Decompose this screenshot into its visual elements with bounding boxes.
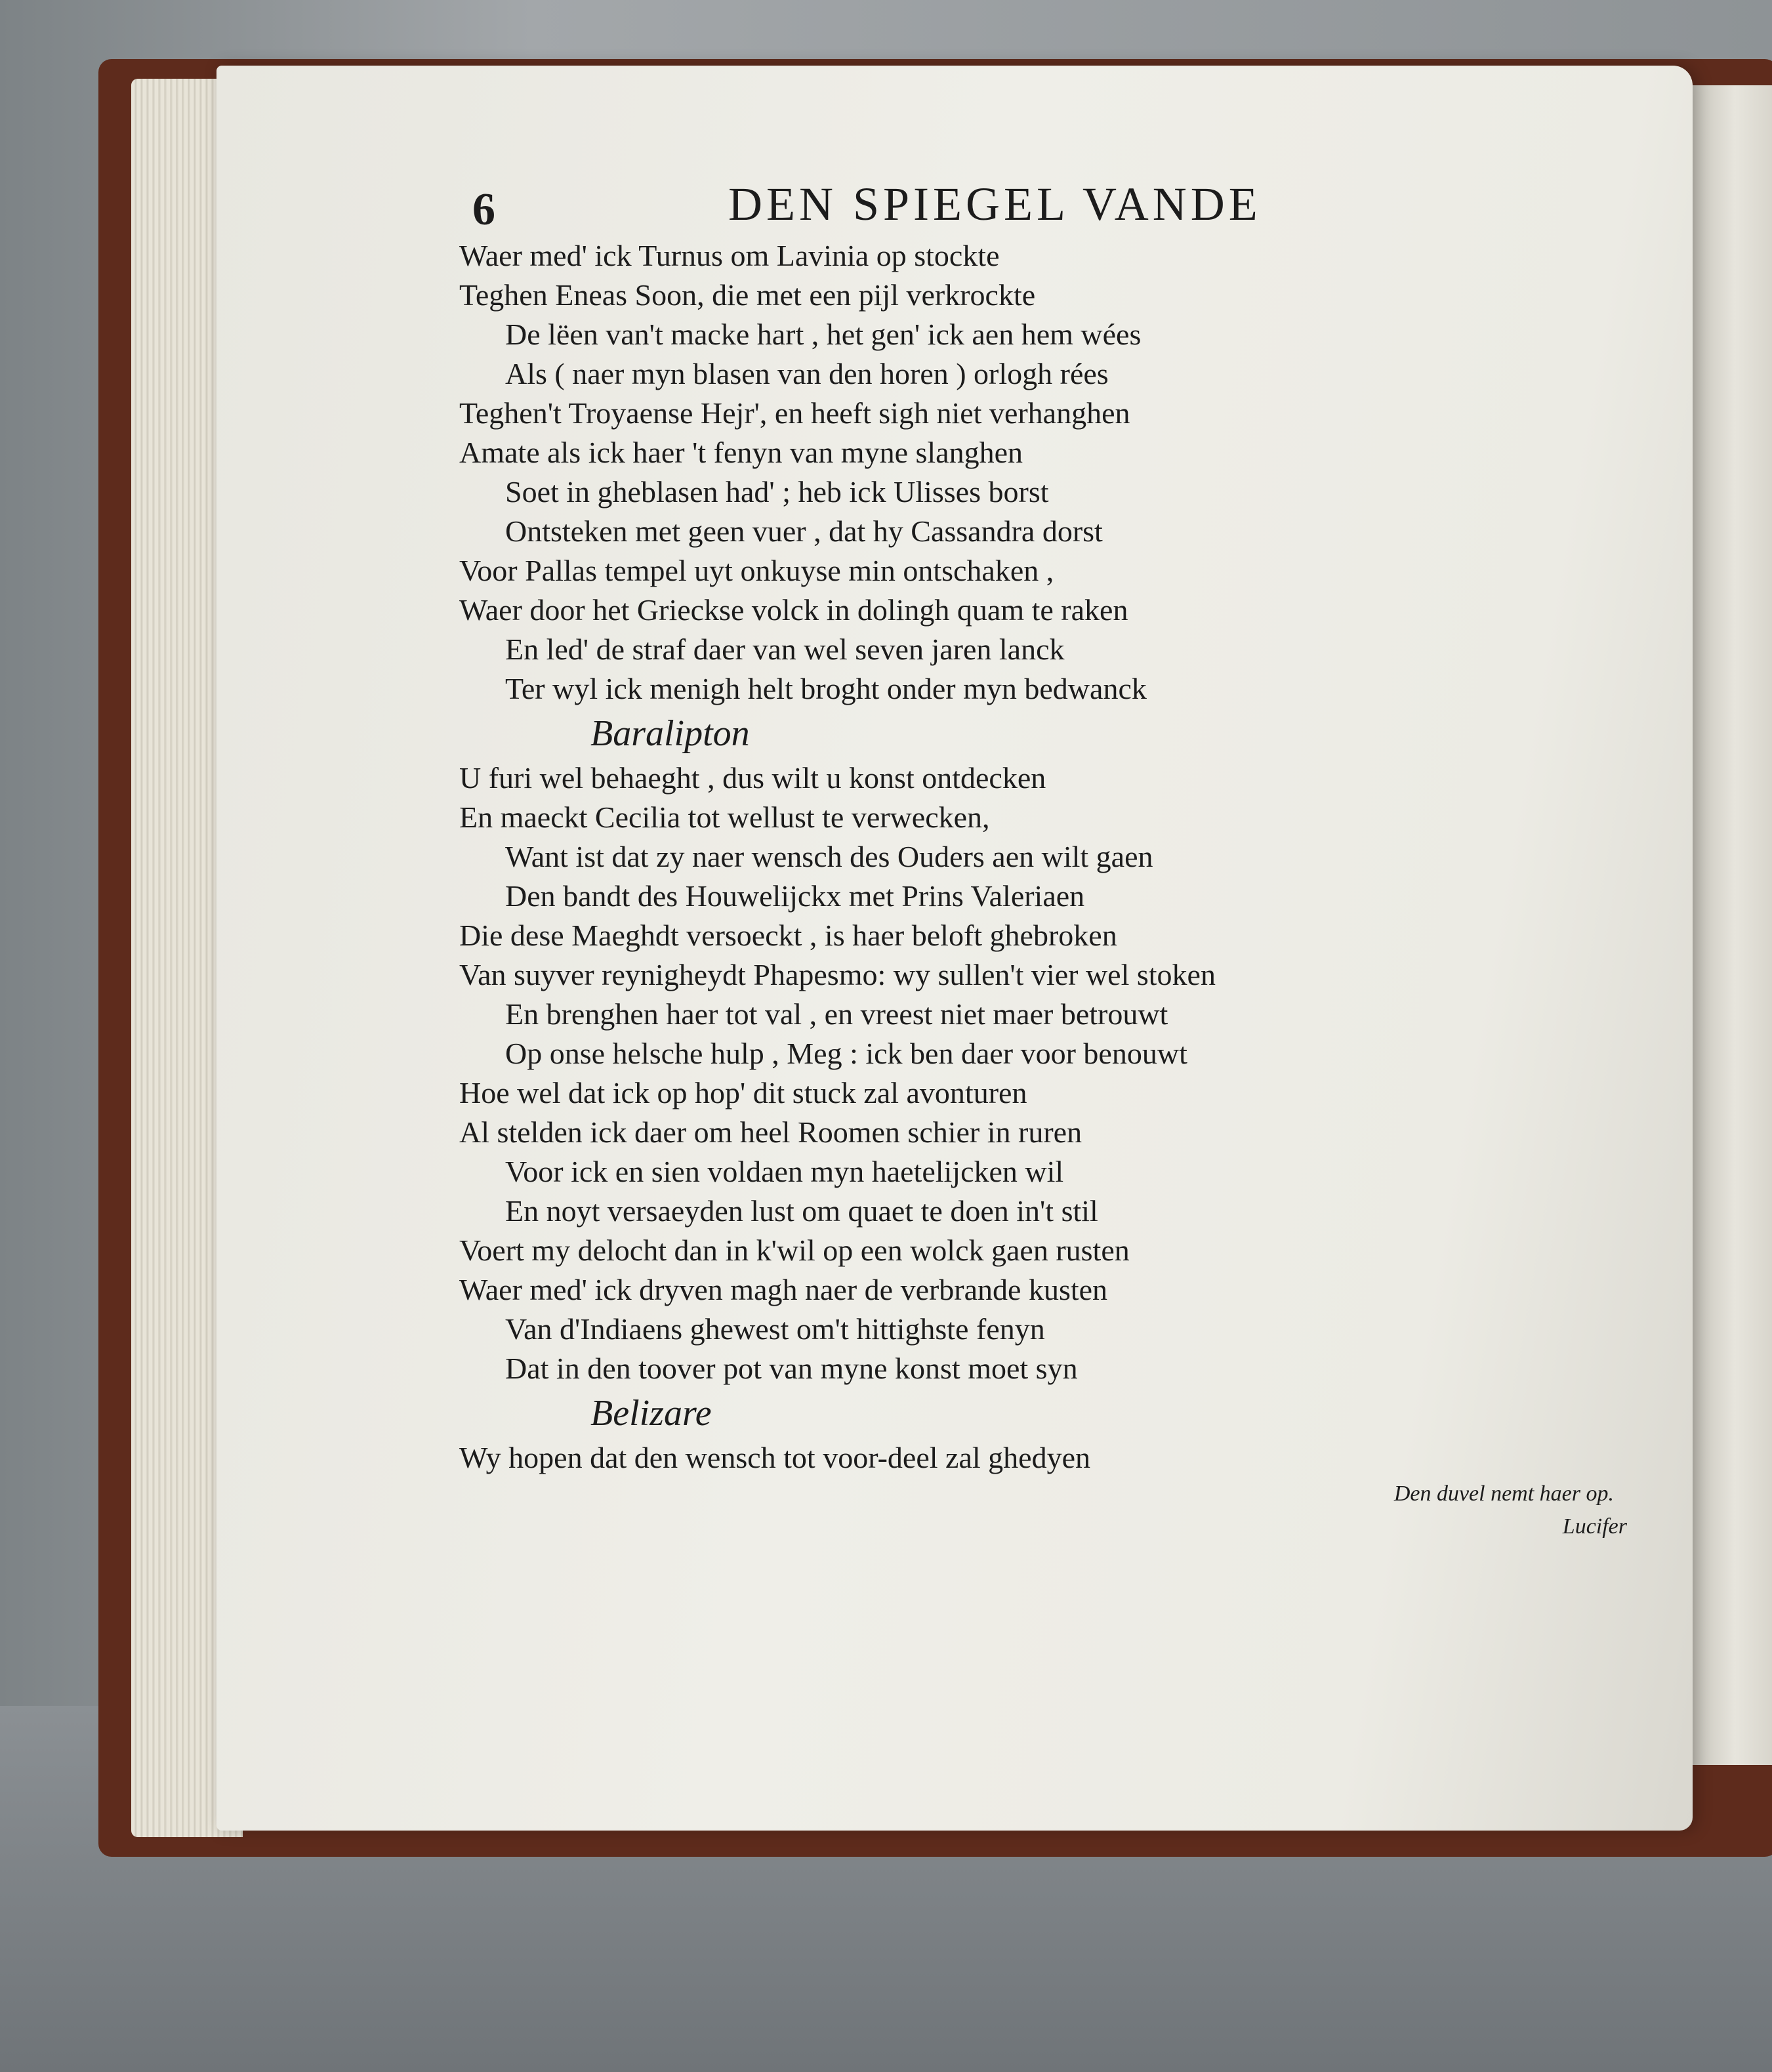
verse-line: Waer door het Grieckse volck in dolingh quam te raken bbox=[459, 593, 1128, 627]
verse-line: Dat in den toover pot van myne konst moet syn bbox=[505, 1352, 1078, 1385]
verse-line: Teghen Eneas Soon, die met een pijl verkrockte bbox=[459, 278, 1036, 312]
running-title: DEN SPIEGEL VANDE bbox=[728, 178, 1262, 230]
verse-line: Wy hopen dat den wensch tot voor-deel zal ghedyen bbox=[459, 1441, 1090, 1474]
page-number: 6 bbox=[472, 184, 495, 235]
verse-line: Hoe wel dat ick op hop' dit stuck zal avonturen bbox=[459, 1076, 1027, 1109]
verse-line: En brenghen haer tot val , en vreest niet maer betrouwt bbox=[505, 997, 1168, 1031]
verse-line: Als ( naer myn blasen van den horen ) orlogh rées bbox=[505, 357, 1109, 390]
verse-line: Al stelden ick daer om heel Roomen schier in ruren bbox=[459, 1115, 1082, 1149]
verse-line: Amate als ick haer 't fenyn van myne slanghen bbox=[459, 436, 1023, 469]
verse-line: En noyt versaeyden lust om quaet te doen in't stil bbox=[505, 1194, 1098, 1228]
verse-line: Voor ick en sien voldaen myn haetelijcken wil bbox=[505, 1155, 1064, 1188]
catchword: Lucifer bbox=[1562, 1514, 1627, 1539]
verse-line: Waer med' ick Turnus om Lavinia op stockte bbox=[459, 239, 1000, 272]
verse-line: Soet in gheblasen had' ; heb ick Ulisses borst bbox=[505, 475, 1049, 508]
verse-line: Want ist dat zy naer wensch des Ouders aen wilt gaen bbox=[505, 840, 1153, 873]
verse-block-2 bbox=[459, 758, 1627, 1388]
verse-line: Waer med' ick dryven magh naer de verbrande kusten bbox=[459, 1273, 1108, 1306]
verse-line: Voert my delocht dan in k'wil op een wolck gaen rusten bbox=[459, 1233, 1130, 1267]
speaker-name: Baralipton bbox=[590, 713, 750, 754]
facing-page-edge bbox=[1679, 85, 1772, 1765]
verse-line: Die dese Maeghdt versoeckt , is haer beloft ghebroken bbox=[459, 919, 1117, 952]
speaker-name: Belizare bbox=[590, 1393, 712, 1434]
verse-line: Teghen't Troyaense Hejr', en heeft sigh niet verhanghen bbox=[459, 396, 1130, 430]
verse-line: En led' de straf daer van wel seven jaren lanck bbox=[505, 632, 1065, 666]
verse-block-1 bbox=[459, 236, 1627, 709]
page-text bbox=[459, 164, 1627, 1647]
stage-direction: Den duvel nemt haer op. bbox=[1393, 1481, 1614, 1506]
verse-line: Ter wyl ick menigh helt broght onder myn bedwanck bbox=[505, 672, 1147, 705]
verse-line: Op onse helsche hulp , Meg : ick ben daer voor benouwt bbox=[505, 1037, 1187, 1070]
verse-block-3 bbox=[459, 1438, 1627, 1478]
verse-line: Ontsteken met geen vuer , dat hy Cassandra dorst bbox=[505, 514, 1103, 548]
page-header bbox=[459, 164, 1627, 236]
verse-line: De lëen van't macke hart , het gen' ick aen hem wées bbox=[505, 318, 1142, 351]
verse-line: Voor Pallas tempel uyt onkuyse min ontschaken , bbox=[459, 554, 1054, 587]
verse-line: U furi wel behaeght , dus wilt u konst ontdecken bbox=[459, 761, 1046, 795]
verse-line: Van d'Indiaens ghewest om't hittighste fenyn bbox=[505, 1312, 1045, 1346]
verse-line: Den bandt des Houwelijckx met Prins Valeriaen bbox=[505, 879, 1085, 913]
verse-line: En maeckt Cecilia tot wellust te verwecken, bbox=[459, 800, 990, 834]
verse-line: Van suyver reynigheydt Phapesmo: wy sullen't vier wel stoken bbox=[459, 958, 1216, 991]
